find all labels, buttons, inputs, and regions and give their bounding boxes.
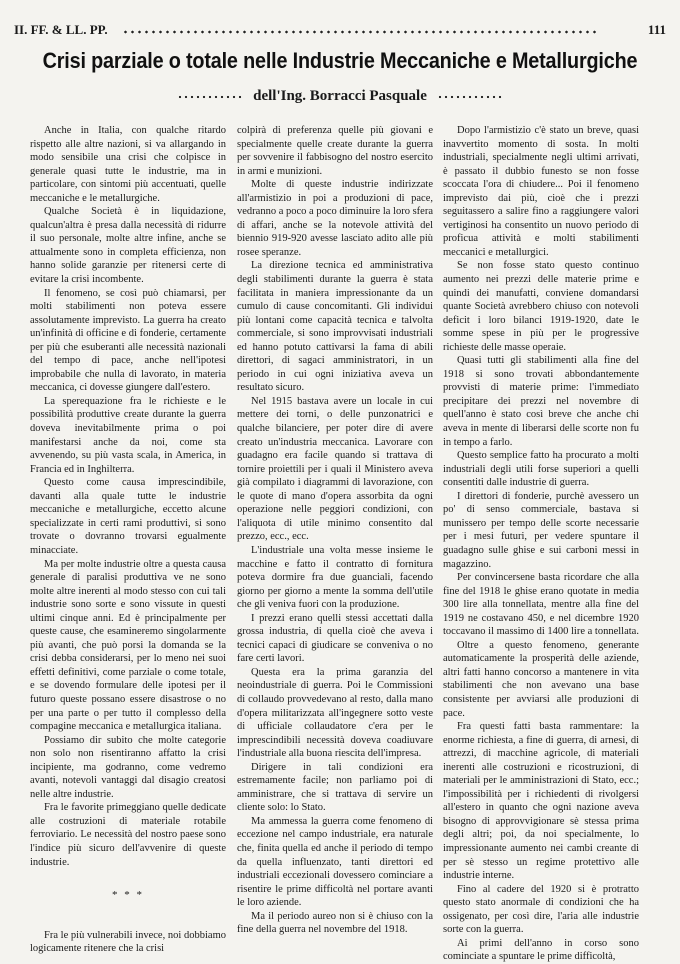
header-dot-leader [122, 30, 598, 34]
paragraph: Molte di queste industrie indirizzate all'armistizio in poi a produzioni di pace, vedranno a poco a poco diminuire la loro sfera di affari, anche se la notevole attività del biennio 919-920 avesse lasciato adito alle più rosee speranze. [237, 179, 433, 258]
byline-rule-left [177, 95, 243, 99]
author-name: dell'Ing. Borracci Pasquale [253, 88, 427, 104]
journal-name: II. FF. & LL. PP. [14, 22, 108, 37]
paragraph: Quasi tutti gli stabilimenti alla fine del 1918 si sono trovati abbondantemente provvisti di materie prime: l'immediato precipitare dei prezzi nel novembre di quell'anno è stato così breve che anche chi aveva in mente di liberarsi delle scorte non fu in tempo a farlo. [443, 355, 639, 448]
paragraph: Ma ammessa la guerra come fenomeno di eccezione nel campo industriale, era naturale che, finita quella ed anche il periodo di tempo da quella influenzato, tanti direttori ed industriali eccezionali dovessero cominciare a risentire le prime difficoltà nel portare avanti le loro aziende. [237, 815, 433, 909]
running-header [14, 22, 666, 42]
paragraph: Ma il periodo aureo non si è chiuso con la fine della guerra nel novembre del 1918. [237, 910, 433, 936]
article-title: Crisi parziale o totale nelle Industrie Meccaniche e Metallurgiche [42, 48, 638, 73]
paragraph: colpirà di preferenza quelle più giovani e specialmente quelle create durante la guerra per sovvenire il fabbisogno del nostro esercito in armi e munizioni. [237, 125, 433, 177]
paragraph: La sperequazione fra le richieste e le possibilità produttive create durante la guerra doveva inevitabilmente prima o poi manifestarsi anche da noi, come sta avvenendo, su più vasta scala, in America, in Francia ed in Inghilterra. [30, 395, 226, 475]
column-2 [237, 124, 433, 937]
paragraph: Dopo l'armistizio c'è stato un breve, quasi inavvertito momento di sosta. In molti industriali, specialmente negli ultimi arrivati, è passato il dubbio funesto se non fosse scoccata l'ora di chiudere... Poi il fenomeno imprevisto dai più, cioè che i prezzi seguitassero a salire fino a raggiungere valori vertiginosi ha consentito un nuovo periodo di proficua attività e molti stabilimenti meccanici e metallurgici. [443, 125, 639, 258]
paragraph: Per convincersene basta ricordare che alla fine del 1918 le ghise erano quotate in media 300 lire alla tonnellata, mentre alla fine del 1919 ne costavano 450, e nel dicembre 1920 toccavano il massimo di 1400 lire a tonnellata. [443, 572, 639, 638]
paragraph: I prezzi erano quelli stessi accettati dalla grossa industria, di quella cioè che aveva i tecnici capaci di giudicare se conveniva o no fare certi lavori. [237, 612, 433, 665]
paragraph: Fra le favorite primeggiano quelle dedicate alle costruzioni di materiale rotabile ferroviario. Le necessità del nostro paese sono l'indice più sicuro dell'avvenire di queste industrie. [30, 802, 226, 868]
paragraph: Fino al cadere del 1920 si è protratto questo stato anormale di condizioni che ha ossigenato, per così dire, l'aria alle industrie sorte con la guerra. [443, 883, 639, 936]
paragraph: Fra le più vulnerabili invece, noi dobbiamo logicamente ritenere che la crisi [30, 929, 226, 955]
byline [0, 88, 680, 105]
paragraph: I direttori di fonderie, purchè avessero un po' di senso commerciale, bastava si munissero per tempo delle scorte necessarie per i mesi futuri, per vedere spuntare il guadagno sulle ghise e sui carboni messi in magazzino. [443, 490, 639, 570]
section-separator: * * * [112, 889, 144, 902]
paragraph: Fra questi fatti basta rammentare: la enorme richiesta, a fine di guerra, di arnesi, di attrezzi, di macchine agricole, di materiali inerenti alle costruzioni e ricostruzioni, di materiali per le amministrazioni di Stato, ecc.; l'impossibilità per i richiedenti di rivolgersi all'estero in quanto che ogni nazione aveva bisogno di approvvigionare sè stessa prima degli altri; poi, da noi specialmente, lo impressionante aumento nei cambi creante di per sè stesso un regime protettivo alle industrie interne. [443, 721, 639, 882]
paragraph: Se non fosse stato questo continuo aumento nei prezzi delle materie prime e quindi dei manufatti, conviene domandarsi quante Società avrebbero chiuso con notevoli deficit i loro bilanci 1919-1920, date le somme spese in più per le progressive richieste delle masse operaie. [443, 260, 639, 353]
paragraph: Il fenomeno, se così può chiamarsi, per molti stabilimenti non poteva essere assolutamente imprevisto. La guerra ha creato un'infinità di officine e di fonderie, certamente per più che esuberanti alle necessità nazionali del tempo di pace, anche nell'ipotesi improbabile che nulla di lavorato, in materia meccanica, ci dovesse giungere dall'estero. [30, 287, 226, 394]
paragraph: Questa era la prima garanzia del neoindustriale di guerra. Poi le Commissioni di collaudo provvedevano al resto, dalla mano d'opera militarizzata all'ingegnere sotto veste di ufficiale collaudatore c'era per le imprescindibili necessità doveva coadiuvare l'industriale alla buona riescita dell'impresa. [237, 666, 433, 760]
paragraph: La direzione tecnica ed amministrativa degli stabilimenti durante la guerra è stata facilitata in maniera impressionante da un cumulo di cause concomitanti. Gli individui più lontani come capacità tecnica e talvolta commerciale, si sono improvvisati industriali ed hanno potuto cattivarsi la fama di abili direttori, di sagaci amministratori, in un periodo in cui ogni iniziativa aveva un resultato sicuro. [237, 260, 433, 394]
column-3 [443, 124, 639, 964]
column-1 [30, 124, 226, 956]
byline-rule-right [437, 95, 503, 99]
paragraph: Oltre a questo fenomeno, generante automaticamente la prosperità delle aziende, altri fatti hanno concorso a mantenere in vita stabilimenti che non avevano una base consistente per avviarsi alle produzioni di pace. [443, 639, 639, 719]
page-number: 111 [647, 22, 666, 37]
paragraph: Anche in Italia, con qualche ritardo rispetto alle altre nazioni, si va allargando in modo sensibile una crisi che colpisce in generale quasi tutte le industrie, ma in particolare, con sintomi più accentuati, quelle meccaniche e le metallurgiche. [30, 125, 226, 204]
paragraph: Possiamo dir subito che molte categorie non solo non risentiranno affatto la crisi incipiente, ma godranno, come vedremo avanti, notevoli vantaggi dal disagio creatosi nelle altre industrie. [30, 734, 226, 800]
paragraph: Nel 1915 bastava avere un locale in cui mettere dei torni, o delle punzonatrici e qualche bilanciere, per poter dire di avere creato un'industria meccanica. Lavorare con guadagno era facile quando si trattava di tornire proiettili per i quali il Ministero aveva già compilato i diagrammi di lavorazione, con le quote di mano d'opera assorbita da ogni operazione nelle peggiori condizioni, con l'aliquota di utile minimo consentito dal prezzo, ecc., ecc. [237, 395, 433, 543]
paragraph: L'industriale una volta messe insieme le macchine e fatto il contratto di fornitura poteva dormire fra due guanciali, facendo giorno per giorno a mente la somma dell'utile che gli veniva fuori con la produzione. [237, 544, 433, 611]
paragraph: Questo come causa imprescindibile, davanti alla quale tutte le industrie meccaniche e metallurgiche, eccetto alcune specializzate in certi rami produttivi, si sono trovate o dovranno trovarsi egualmente minacciate. [30, 477, 226, 556]
paragraph: Dirigere in tali condizioni era estremamente facile; non parliamo poi di amministrare, che si trattava di servire un cliente solo: lo Stato. [237, 761, 433, 814]
paragraph: Qualche Società è in liquidazione, qualcun'altra è presa dalla necessità di ridurre il suo personale, molte altre infine, anche se attualmente sono in completa efficienza, non hanno solide garanzie per ritenersi certe di evitare la crisi incombente. [30, 206, 226, 286]
paragraph: Ma per molte industrie oltre a questa causa generale di paralisi produttiva ve ne sono molte altre inerenti al modo stesso con cui tali industrie sono sorte e sono vissute in questi ultimi cinque anni. Ed è principalmente per queste cause, che esamineremo singolarmente più avanti, che può porsi la domanda se la crisi debba considerarsi, per lo meno nei suoi effetti definitivi, come parziale o come totale, e se dovendo formulare delle ipotesi per il futuro queste possano essere disastrose o no per una parte o per tutto il complesso della compagine meccanica e metallurgica italiana. [30, 558, 226, 733]
paragraph: Questo semplice fatto ha procurato a molti industriali degli utili forse superiori a quelli consentiti dalle industrie di guerra. [443, 450, 639, 489]
paragraph: Ai primi dell'anno in corso sono cominciate a spuntare le prime difficoltà, [443, 937, 639, 963]
